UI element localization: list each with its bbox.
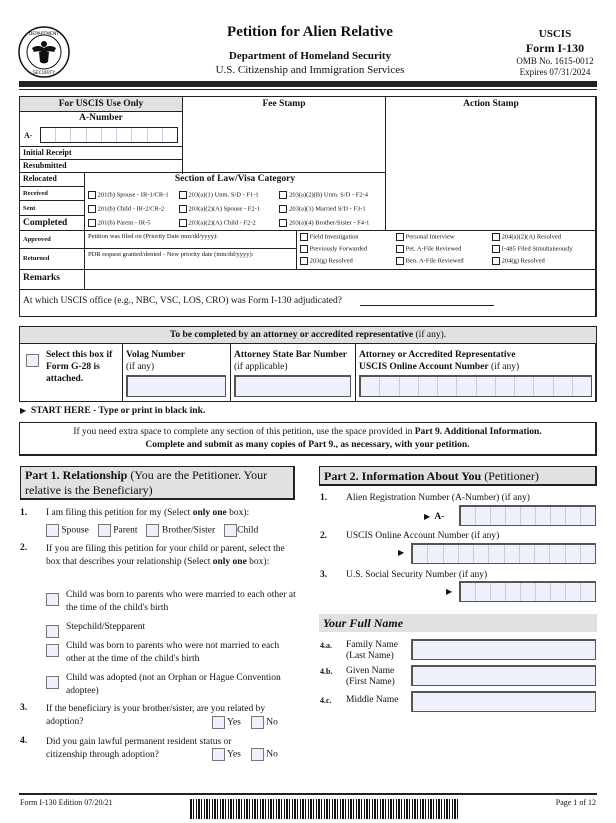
option-label: No xyxy=(266,749,278,760)
option-label: Child was adopted (not an Orphan or Hague Convention adoptee) xyxy=(66,673,281,696)
option-label: Parent xyxy=(113,525,138,536)
volag-label-plain: (if any) xyxy=(126,362,155,372)
q3-yes[interactable] xyxy=(212,716,241,729)
divider xyxy=(20,215,84,216)
a-number-prefix xyxy=(424,511,444,522)
option-label: No xyxy=(266,717,278,728)
checkbox[interactable] xyxy=(179,219,187,227)
full-name-title: Your Full Name xyxy=(323,616,404,630)
volag-label-bold: Volag Number xyxy=(126,350,186,360)
question-number: 4.a. xyxy=(320,641,332,650)
volag-label xyxy=(126,349,185,373)
middle-name-input[interactable] xyxy=(411,691,596,712)
q2-text-c: box): xyxy=(246,556,270,567)
attorney-header-bold: To be completed by an attorney or accredited representative xyxy=(169,330,414,340)
q1-text xyxy=(46,508,249,518)
notice-text: If you need extra space to complete any section of this petition, use the space provided in xyxy=(73,427,415,437)
checkbox[interactable] xyxy=(179,191,187,199)
divider xyxy=(20,289,597,290)
question-number: 4.b. xyxy=(320,667,333,676)
bar-number-input[interactable] xyxy=(234,375,351,397)
extra-space-notice xyxy=(19,422,597,456)
approved-label: Approved xyxy=(23,236,51,243)
divider xyxy=(20,146,182,147)
header-rule-thin xyxy=(19,89,597,90)
visa-option[interactable] xyxy=(88,219,179,227)
checkbox[interactable] xyxy=(492,233,500,241)
option-label: 203(a)(2)(A) Spouse - F2-1 xyxy=(188,205,261,213)
bar-label-bold: Attorney State Bar Number xyxy=(234,350,348,360)
question-number: 2. xyxy=(20,543,28,553)
footer-rule xyxy=(19,793,597,795)
account-number-label xyxy=(359,349,519,373)
option-label: 203(a)(2)(B) Unm. S/D - F2-4 xyxy=(289,191,368,199)
option-label: Yes xyxy=(227,749,241,760)
question-number: 1. xyxy=(320,493,328,503)
checkbox[interactable] xyxy=(46,524,59,537)
section-of-law-label: Section of Law/Visa Category xyxy=(174,174,296,184)
attorney-account-number-input[interactable] xyxy=(359,375,592,397)
uscis-online-account-input[interactable] xyxy=(411,543,596,564)
visa-option[interactable] xyxy=(279,219,388,227)
visa-option[interactable] xyxy=(279,205,388,213)
checkbox[interactable] xyxy=(492,245,500,253)
uscis-label: USCIS xyxy=(538,28,572,40)
page-title: Petition for Alien Relative xyxy=(227,24,393,40)
arrow-right-icon: ▶ xyxy=(398,548,405,557)
q2-option-married[interactable] xyxy=(46,590,59,608)
visa-option[interactable] xyxy=(179,205,280,213)
start-here-text: START HERE - Type or print in black ink. xyxy=(30,406,206,416)
adjudication-checks xyxy=(300,231,597,267)
q2-option-stepchild[interactable] xyxy=(46,622,59,640)
check-option[interactable] xyxy=(396,257,492,265)
q1-text-b: only one xyxy=(192,508,227,518)
a-number-label: A-Number xyxy=(79,113,123,123)
visa-option[interactable] xyxy=(88,205,179,213)
option-label: 201(b) Spouse - IR-1/CR-1 xyxy=(97,191,169,199)
question-number: 4.c. xyxy=(320,696,332,705)
a-prefix: A- xyxy=(434,512,445,522)
q4-answers xyxy=(212,748,278,761)
attorney-header-plain: (if any). xyxy=(413,330,447,340)
check-option[interactable] xyxy=(396,233,492,241)
checkbox[interactable] xyxy=(212,748,225,761)
q2-text xyxy=(46,543,301,568)
part1-header xyxy=(20,466,295,500)
option-label: Child xyxy=(237,525,259,536)
q2-option-not-married[interactable] xyxy=(46,641,59,659)
account-label-bold: Attorney or Accredited Representative xyxy=(359,350,516,360)
q3-no[interactable] xyxy=(251,716,278,729)
g28-label: Select this box if Form G-28 is attached. xyxy=(46,350,113,384)
option-label: 203(a)(2)(A) Child - F2-2 xyxy=(188,219,256,227)
resubmitted-label: Resubmitted xyxy=(23,161,67,170)
ssn-input[interactable] xyxy=(459,581,596,602)
question-number: 3. xyxy=(320,570,328,580)
divider xyxy=(84,172,85,290)
q2-option-adopted[interactable] xyxy=(46,673,59,691)
check-option[interactable] xyxy=(492,245,597,253)
q3-answers xyxy=(212,716,278,729)
visa-category-grid xyxy=(88,188,388,230)
check-option[interactable] xyxy=(396,245,492,253)
part2-title-plain: (Petitioner) xyxy=(481,469,539,483)
given-name-input[interactable] xyxy=(411,665,596,686)
checkbox[interactable] xyxy=(146,524,159,537)
checkbox[interactable] xyxy=(46,644,59,657)
checkbox[interactable] xyxy=(88,191,96,199)
option-label: Ben. A-File Reviewed xyxy=(405,257,464,265)
question-number: 3. xyxy=(20,703,28,713)
bar-number-label xyxy=(234,349,347,373)
option-label: Yes xyxy=(227,717,241,728)
checkbox[interactable] xyxy=(251,748,264,761)
checkbox[interactable] xyxy=(396,233,404,241)
department-name: Department of Homeland Security xyxy=(228,50,392,62)
checkbox[interactable] xyxy=(46,625,59,638)
option-label: Pet. A-File Reviewed xyxy=(405,245,462,253)
option-label: Previously Forwarded xyxy=(309,245,368,253)
check-option[interactable] xyxy=(492,257,597,265)
dhs-seal-icon xyxy=(18,26,70,78)
divider xyxy=(20,200,84,201)
family-name-input[interactable] xyxy=(411,639,596,660)
q1-options xyxy=(46,524,258,537)
divider xyxy=(296,230,297,270)
option-label: 203(g) Resolved xyxy=(309,257,353,265)
notice-line2: Complete and submit as many copies of Part 9., as necessary, with your petition. xyxy=(145,440,470,450)
checkbox[interactable] xyxy=(251,716,264,729)
divider xyxy=(20,159,182,160)
q2-label: USCIS Online Account Number (if any) xyxy=(346,531,500,541)
divider xyxy=(230,344,231,402)
divider xyxy=(20,248,296,249)
option-label: 203(a)(1) Unm. S/D - F1-1 xyxy=(188,191,259,199)
q4-yes[interactable] xyxy=(212,748,241,761)
checkbox[interactable] xyxy=(279,191,287,199)
option-label: Stepchild/Stepparent xyxy=(66,622,146,632)
option-spouse[interactable] xyxy=(46,524,89,537)
question-number: 2. xyxy=(320,531,328,541)
divider xyxy=(20,172,386,173)
volag-number-input[interactable] xyxy=(126,375,226,397)
checkbox[interactable] xyxy=(300,233,308,241)
checkbox[interactable] xyxy=(26,354,39,367)
part1-title-bold: Part 1. Relationship xyxy=(25,468,128,482)
option-label: Child was born to parents who were married to each other at the time of the child's birth xyxy=(66,590,296,613)
check-option[interactable] xyxy=(492,233,597,241)
part2-title-bold: Part 2. Information About You xyxy=(324,469,482,483)
barcode-icon xyxy=(190,799,458,819)
header-rule-thick xyxy=(19,81,597,87)
agency-name: U.S. Citizenship and Immigration Services xyxy=(215,64,405,76)
office-answer-line[interactable] xyxy=(360,305,494,306)
checkbox[interactable] xyxy=(279,219,287,227)
checkbox[interactable] xyxy=(179,205,187,213)
q2-text-a: If you are filing this petition for your child or parent, select the box that describes your relationship (Select xyxy=(46,544,285,567)
checkbox[interactable] xyxy=(300,257,308,265)
part2-header xyxy=(319,466,597,486)
action-stamp-label: Action Stamp xyxy=(463,99,519,109)
checkbox[interactable] xyxy=(98,524,111,537)
option-label: 201(b) Child - IR-2/CR-2 xyxy=(97,205,165,213)
arrow-right-icon: ▶ xyxy=(446,587,453,596)
remarks-label: Remarks xyxy=(23,273,60,283)
uscis-a-number-input[interactable] xyxy=(40,127,178,143)
office-question: At which USCIS office (e.g., NBC, VSC, LOS, CRO) was Form I-130 adjudicated? xyxy=(23,296,342,306)
svg-text:DEPARTMENT: DEPARTMENT xyxy=(28,32,60,37)
visa-option[interactable] xyxy=(179,219,280,227)
q4-text: Did you gain lawful permanent resident status or citizenship through adoption? xyxy=(46,737,232,760)
option-label: I-485 Filed Simultaneously xyxy=(501,245,573,253)
divider xyxy=(122,344,123,402)
option-parent[interactable] xyxy=(98,524,138,537)
divider xyxy=(355,344,356,402)
page-number: Page 1 of 12 xyxy=(555,798,596,807)
question-number: 4. xyxy=(20,736,28,746)
omb-number: OMB No. 1615-0012 xyxy=(516,56,594,66)
option-label: 201(b) Parent - IR-5 xyxy=(97,219,151,227)
account-label-plain: (if any) xyxy=(488,362,520,372)
completed-label: Completed xyxy=(23,218,68,228)
svg-text:SECURITY: SECURITY xyxy=(32,71,56,76)
divider xyxy=(20,186,84,187)
checkbox[interactable] xyxy=(46,593,59,606)
checkbox[interactable] xyxy=(46,676,59,689)
initial-receipt-label: Initial Receipt xyxy=(23,148,72,157)
q1-text-c: box): xyxy=(226,508,250,518)
g28-checkbox[interactable] xyxy=(26,351,39,369)
option-label: 204(g) Resolved xyxy=(501,257,545,265)
q1-label: Alien Registration Number (A-Number) (if any) xyxy=(346,493,530,503)
notice-bold: Part 9. Additional Information. xyxy=(414,427,542,437)
sent-label: Sent xyxy=(23,205,36,212)
option-label: 203(a)(3) Married S/D - F3-1 xyxy=(289,205,366,213)
priority-date-label: Petition was filed on (Priority Date mm/dd/yyyy): xyxy=(88,233,218,240)
checkbox[interactable] xyxy=(88,205,96,213)
check-option[interactable] xyxy=(300,245,396,253)
attorney-header xyxy=(20,327,596,344)
bar-label-plain: (if applicable) xyxy=(234,362,288,372)
form-edition: Form I-130 Edition 07/20/21 xyxy=(20,798,113,807)
check-option[interactable] xyxy=(300,257,396,265)
received-label: Received xyxy=(23,190,48,197)
check-option[interactable] xyxy=(300,233,396,241)
q4-no[interactable] xyxy=(251,748,278,761)
given-name-label: Given Name (First Name) xyxy=(346,666,395,687)
start-here xyxy=(20,405,205,416)
option-label: Child was born to parents who were not married to each other at the time of the child's birth xyxy=(66,641,280,664)
a-prefix: A- xyxy=(24,131,33,140)
q3-label: U.S. Social Security Number (if any) xyxy=(346,570,488,580)
arrow-right-icon: ▶ xyxy=(20,406,27,415)
uscis-use-header: For USCIS Use Only xyxy=(20,97,182,112)
expiration-date: Expires 07/31/2024 xyxy=(519,67,591,77)
option-label: 204(a)(2)(A) Resolved xyxy=(501,233,562,241)
a-number-input[interactable] xyxy=(459,505,596,526)
family-name-label: Family Name (Last Name) xyxy=(346,640,398,661)
option-child[interactable] xyxy=(224,524,258,537)
visa-option[interactable] xyxy=(179,191,280,199)
checkbox[interactable] xyxy=(224,524,237,537)
checkbox[interactable] xyxy=(88,219,96,227)
visa-option[interactable] xyxy=(279,191,388,199)
checkbox[interactable] xyxy=(279,205,287,213)
option-brother-sister[interactable] xyxy=(146,524,215,537)
q1-text-a: I am filing this petition for my (Select xyxy=(46,508,193,518)
pdr-request-label: PDR request granted/denied - New priority date (mm/dd/yyyy): xyxy=(88,251,254,258)
divider xyxy=(20,269,597,270)
middle-name-label: Middle Name xyxy=(346,695,399,705)
q3-text: If the beneficiary is your brother/sister, are you related by adoption? xyxy=(46,704,266,727)
question-number: 1. xyxy=(20,508,28,518)
relocated-label: Relocated xyxy=(23,174,57,183)
checkbox[interactable] xyxy=(396,257,404,265)
checkbox[interactable] xyxy=(492,257,500,265)
fee-stamp-label: Fee Stamp xyxy=(262,99,306,109)
option-label: Brother/Sister xyxy=(161,525,216,536)
option-label: Personal Interview xyxy=(405,233,455,241)
arrow-right-icon: ▶ xyxy=(424,512,431,521)
form-number: Form I-130 xyxy=(525,41,585,55)
q2-text-b: only one xyxy=(212,556,247,567)
checkbox[interactable] xyxy=(300,245,308,253)
part1-title-plain: (You are the Petitioner. Your relative is the Beneficiary) xyxy=(25,468,268,497)
checkbox[interactable] xyxy=(212,716,225,729)
checkbox[interactable] xyxy=(396,245,404,253)
full-name-header xyxy=(319,614,597,632)
account-label-bold2: USCIS Online Account Number xyxy=(359,362,489,372)
returned-label: Returned xyxy=(23,255,50,262)
option-label: Spouse xyxy=(61,525,89,536)
option-label: 203(a)(4) Brother/Sister - F4-1 xyxy=(289,219,370,227)
visa-option[interactable] xyxy=(88,191,179,199)
option-label: Field Investigation xyxy=(309,233,359,241)
